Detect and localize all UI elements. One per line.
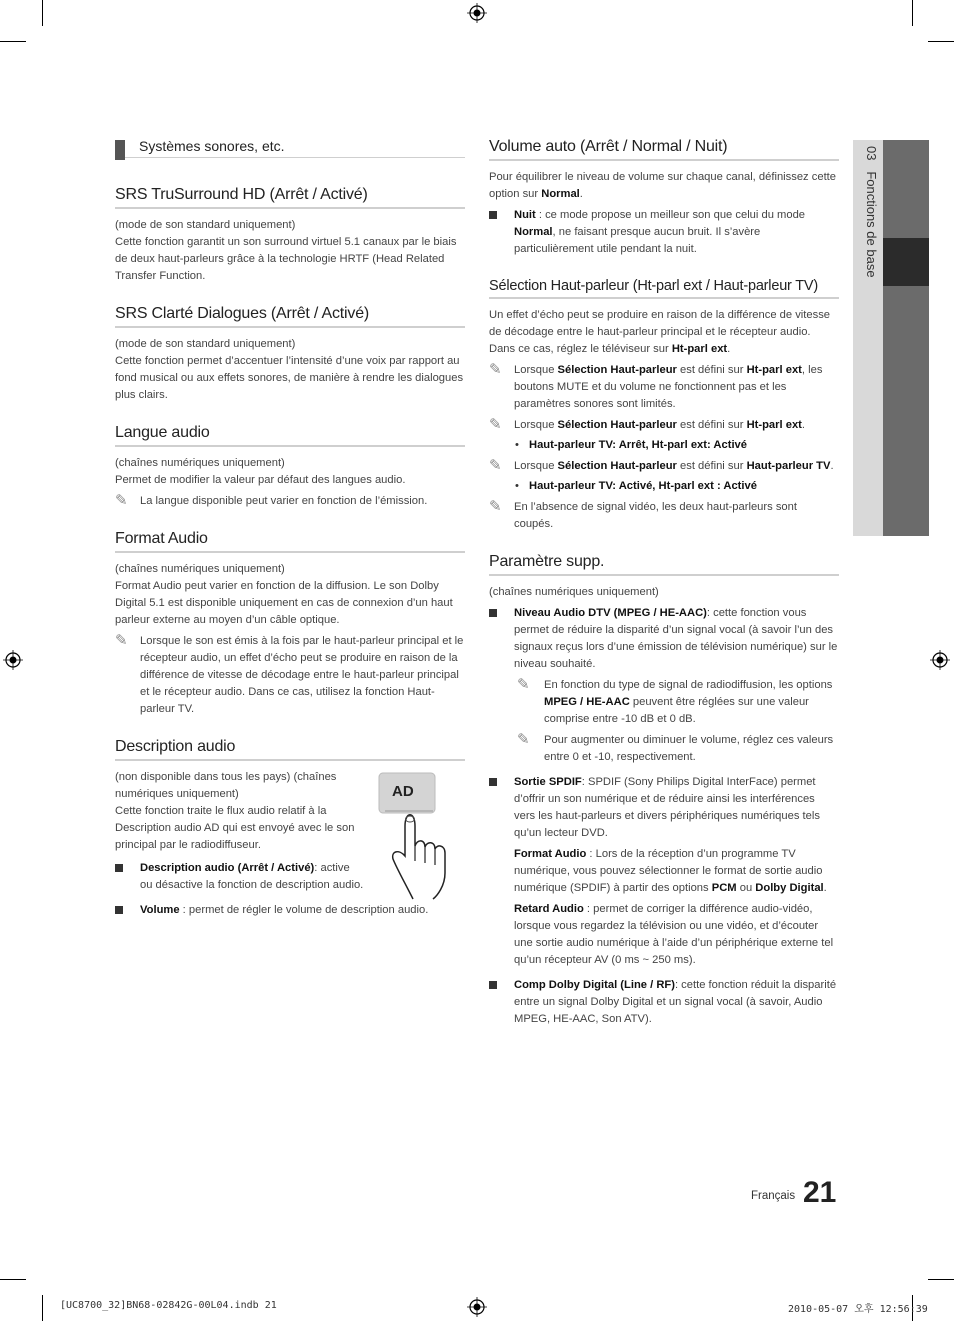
bullet-dot-icon: • (515, 439, 519, 451)
text-run: MUTE (556, 381, 589, 393)
volume-auto-text (489, 169, 839, 203)
description-title: Description audio (115, 738, 465, 761)
srs-clarte-text: Cette fonction permet d’accentuer l’intensité d’une voix par rapport au fond musical ou aux effets sonores, de manière à rendre les dialogues plus clairs. (115, 355, 464, 401)
srs-hd-title: SRS TruSurround HD (Arrêt / Activé) (115, 186, 465, 209)
crop-mark (912, 0, 913, 26)
param-format-audio (489, 846, 839, 897)
volume-auto-item (489, 207, 839, 258)
description-item1-text: : active ou désactive la fonction de description audio. (140, 862, 364, 891)
text-bold: Sélection Haut-parleur (557, 460, 677, 472)
text-bold: Ht-parl ext (746, 419, 802, 431)
bullet-square-icon (115, 864, 123, 872)
text-bold: Haut-parleur TV: Activé, Ht-parl ext : Activé (529, 480, 757, 492)
text-bold: Ht-parl ext (746, 364, 802, 376)
crop-mark (0, 1279, 26, 1280)
crop-mark (42, 1295, 43, 1321)
text-run: , les boutons (514, 364, 823, 393)
text-bold: Retard Audio (514, 903, 584, 915)
selection-text (489, 307, 839, 358)
srs-clarte-title: SRS Clarté Dialogues (Arrêt / Activé) (115, 305, 465, 328)
crop-mark (928, 1279, 954, 1280)
side-tab-dark (883, 140, 929, 536)
text-run: : cette fonction réduit la disparité entre un signal Dolby Digital et un signal vocal (à savoir, Audio MPEG, HE-AAC, Son ATV). (514, 979, 837, 1025)
description-item2-bold: Volume (140, 904, 180, 916)
param-retard-audio (489, 901, 839, 969)
volume-auto-section (489, 138, 839, 258)
langue-text: Permet de modifier la valeur par défaut des langues audio. (115, 474, 406, 486)
selection-bullet (489, 437, 839, 454)
text-run: En fonction du type de signal de radiodiffusion, les options (544, 679, 833, 691)
registration-mark-icon (930, 650, 950, 670)
text-run: : permet de corriger la différence audio-vidéo, lorsque vous regardez la télévision ou une vidéo, et d’écouter une sortie audio numérique à l’aide d’un périphérique externe tel qu’un récepteur AV (0 ms ~ 250 ms). (514, 903, 834, 966)
langue-note-text: La langue disponible peut varier en fonction de l’émission. (140, 495, 428, 507)
srs-clarte-section (115, 305, 465, 404)
registration-mark-icon (3, 650, 23, 670)
param-subnote (489, 677, 839, 728)
param-item (489, 774, 839, 842)
text-run: , ne faisant presque aucun bruit. Il s’avère particulièrement utile pendant la nuit. (514, 226, 761, 255)
print-info-left: [UC8700_32]BN68-02842G-00L04.indb 21 (60, 1300, 277, 1311)
text-run: est défini sur (676, 460, 747, 472)
format-text: Format Audio peut varier en fonction de la diffusion. Le son Dolby Digital 5.1 est disponible uniquement en cas de connexion d’un haut parleur externe au moyen d’un câble optique. (115, 580, 453, 626)
chapter-side-tab (853, 140, 929, 536)
footer-language: Français (751, 1190, 796, 1202)
category-section (115, 138, 465, 158)
text-run: En l’absence de signal vidéo, les deux haut-parleurs sont coupés. (514, 501, 797, 530)
text-run: et du volume ne fonctionnent pas et les paramètres sonores sont limités. (514, 381, 787, 410)
format-section (115, 530, 465, 718)
text-run: Pour augmenter ou diminuer le volume, réglez ces valeurs entre 0 et -10, respectivement. (544, 734, 834, 763)
note-pencil-icon: ✎ (489, 498, 502, 515)
text-run: : ce mode propose un meilleur son que celui du mode (535, 209, 806, 221)
text-bold: Comp Dolby Digital (Line / RF) (514, 979, 675, 991)
text-run: ou (736, 882, 756, 894)
description-section (115, 738, 465, 919)
text-run: Lorsque (514, 460, 558, 472)
text-run: : SPDIF (Sony Philips Digital InterFace) permet d’offrir un son numérique et de réduire ainsi les interférences vers les haut-parleurs et divers périphériques numériques tels qu’un lecteur DVD. (514, 776, 820, 839)
description-text: Cette fonction traite le flux audio relatif à la Description audio AD qui est envoyé avec le son principal par le radiodiffuseur. (115, 805, 355, 851)
print-info-right: 2010-05-07 오후 12:56:39 (788, 1304, 928, 1315)
format-scope: (chaînes numériques uniquement) (115, 563, 285, 575)
category-title: Systèmes sonores, etc. (139, 138, 285, 154)
note-pencil-icon: ✎ (489, 457, 502, 474)
side-tab-light (853, 140, 883, 536)
format-note-text: Lorsque le son est émis à la fois par le haut-parleur principal et le récepteur audio, un effet d’écho peut se produire en raison de la différence de vitesse de décodage entre le haut-parleur principal et le récepteur audio. Dans ce cas, utilisez la fonction Haut-parleur TV. (140, 635, 464, 715)
note-pencil-icon: ✎ (115, 492, 128, 509)
bullet-square-icon (489, 981, 497, 989)
text-bold: Niveau Audio DTV (MPEG / HE-AAC) (514, 607, 707, 619)
selection-note (489, 499, 839, 533)
crop-mark (0, 41, 26, 42)
langue-title: Langue audio (115, 424, 465, 447)
srs-hd-section (115, 186, 465, 285)
text-run: Pour équilibrer le niveau de volume sur chaque canal, définissez cette option sur (489, 171, 837, 200)
note-pencil-icon: ✎ (517, 731, 530, 748)
note-pencil-icon: ✎ (489, 361, 502, 378)
text-run: est défini sur (676, 419, 747, 431)
bullet-square-icon (489, 609, 497, 617)
param-item (489, 605, 839, 673)
param-scope: (chaînes numériques uniquement) (489, 586, 659, 598)
text-run: . (823, 882, 827, 894)
srs-clarte-scope: (mode de son standard uniquement) (115, 338, 296, 350)
selection-bullet (489, 478, 839, 495)
srs-hd-scope: (mode de son standard uniquement) (115, 219, 296, 231)
format-title: Format Audio (115, 530, 465, 553)
text-run: . (830, 460, 834, 472)
bullet-square-icon (489, 211, 497, 219)
registration-mark-icon (467, 3, 487, 23)
text-bold: Format Audio (514, 848, 587, 860)
volume-auto-title: Volume auto (Arrêt / Normal / Nuit) (489, 138, 839, 161)
selection-note (489, 417, 839, 434)
description-item1-bold: Description audio (Arrêt / Activé) (140, 862, 315, 874)
bullet-dot-icon: • (515, 480, 519, 492)
text-bold: Sortie SPDIF (514, 776, 582, 788)
bullet-square-icon (489, 778, 497, 786)
srs-hd-text: Cette fonction garantit un son surround virtuel 5.1 canaux par le biais de deux haut-parleurs grâce à la technologie HRTF (Head Related Transfer Function. (115, 236, 457, 282)
langue-note (115, 493, 465, 510)
description-item2-text: : permet de régler le volume de description audio. (179, 904, 429, 916)
text-run: . (727, 343, 731, 355)
langue-scope: (chaînes numériques uniquement) (115, 457, 285, 469)
text-bold: Ht-parl ext (671, 343, 728, 355)
param-title: Paramètre supp. (489, 553, 839, 576)
note-pencil-icon: ✎ (489, 416, 502, 433)
description-item (115, 902, 465, 919)
selection-note (489, 362, 839, 413)
format-note (115, 633, 465, 718)
heading-bar (115, 140, 125, 160)
text-run: peuvent être réglées sur une valeur comprise entre -10 dB et 0 dB. (544, 696, 809, 725)
category-heading (115, 138, 465, 158)
crop-mark (928, 41, 954, 42)
text-bold: Nuit (514, 209, 536, 221)
description-item (115, 860, 465, 894)
ad-button-label: AD (392, 783, 414, 800)
description-scope: (non disponible dans tous les pays) (chaînes numériques uniquement) (115, 771, 337, 800)
page-number: 21 (803, 1176, 837, 1209)
param-subnote (489, 732, 839, 766)
selection-title: Sélection Haut-parleur (Ht-parl ext / Haut-parleur TV) (489, 278, 839, 299)
side-tab-text (857, 146, 879, 278)
text-bold: MPEG / HE-AAC (544, 696, 630, 708)
text-run: . (579, 188, 583, 200)
param-section (489, 553, 839, 1028)
note-pencil-icon: ✎ (517, 676, 530, 693)
chapter-number: 03 (864, 146, 879, 161)
chapter-label: Fonctions de base (864, 171, 879, 278)
text-run: : cette fonction vous permet de réduire la disparité d’un signal vocal (à savoir l’un des signaux reçus lors d’une émission de télévision numérique) sur le niveau souhaité. (514, 607, 838, 670)
langue-section (115, 424, 465, 510)
text-bold: Haut-parleur TV (746, 460, 831, 472)
text-bold: Dolby Digital (755, 882, 824, 894)
text-run: Lorsque (514, 364, 558, 376)
selection-section (489, 278, 839, 533)
selection-note (489, 458, 839, 475)
bullet-square-icon (115, 906, 123, 914)
registration-mark-icon (467, 1297, 487, 1317)
param-item (489, 977, 839, 1028)
left-column (115, 138, 465, 939)
text-run: : Lors de la réception d’un programme TV numérique, vous pouvez sélectionner le format de sortie audio numérique (SPDIF) à partir des options (514, 848, 823, 894)
side-tab-active (883, 238, 929, 286)
text-run: . (801, 419, 805, 431)
text-bold: PCM (711, 882, 737, 894)
right-column (489, 138, 839, 1048)
text-bold: Haut-parleur TV: Arrêt, Ht-parl ext: Activé (529, 439, 747, 451)
text-bold: Normal (514, 226, 553, 238)
text-run: Lorsque (514, 419, 558, 431)
text-bold: Sélection Haut-parleur (557, 419, 677, 431)
text-bold: Normal (541, 188, 580, 200)
note-pencil-icon: ✎ (115, 632, 128, 649)
text-run: Un effet d’écho peut se produire en raison de la différence de vitesse de décodage entre le haut-parleur principal et le récepteur audio. Dans ce cas, réglez le téléviseur sur (489, 309, 831, 355)
crop-mark (42, 0, 43, 26)
text-run: est défini sur (676, 364, 747, 376)
text-bold: Sélection Haut-parleur (557, 364, 677, 376)
